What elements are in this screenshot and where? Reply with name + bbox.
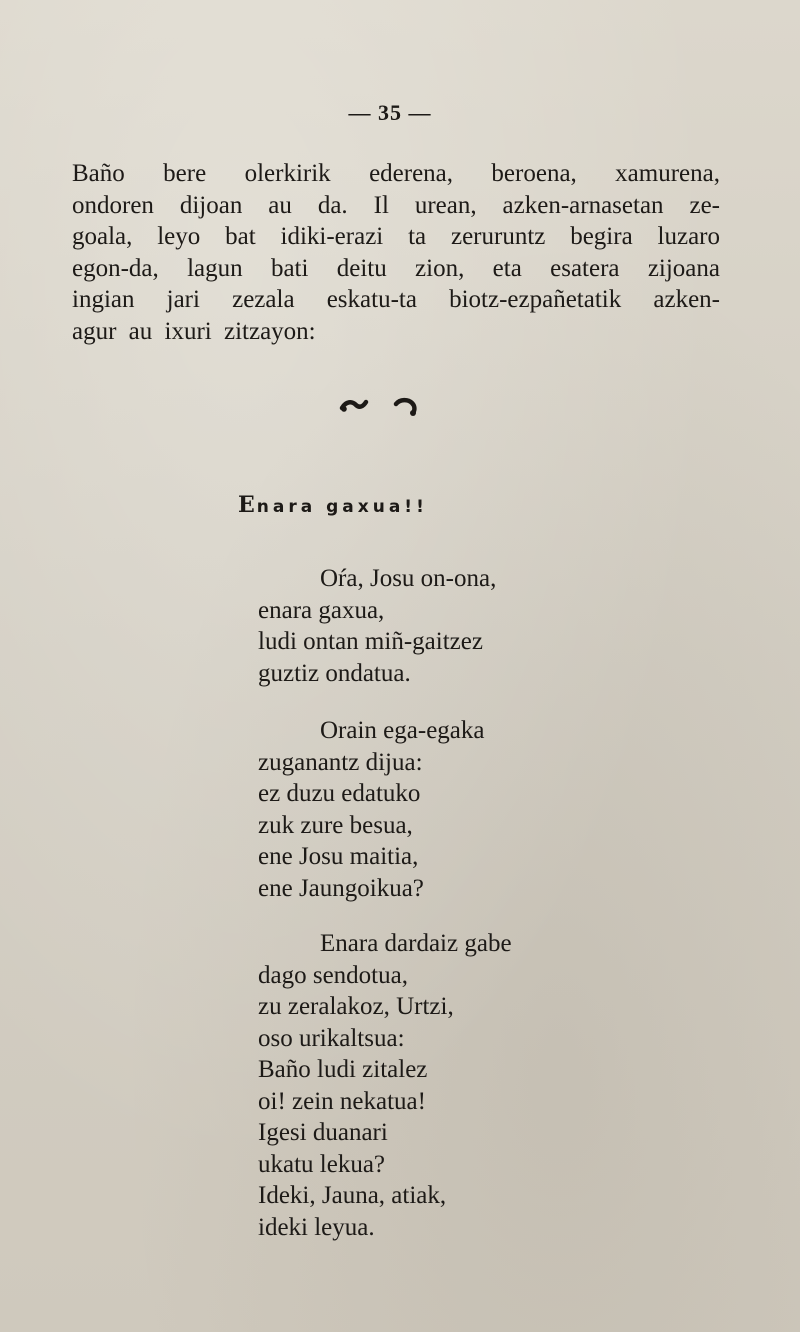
poem-stanza bbox=[258, 563, 496, 689]
poem-stanza bbox=[258, 928, 512, 1243]
poem-verse: Orain ega-egaka bbox=[320, 717, 485, 744]
poem-verse: dago sendotua, bbox=[258, 961, 408, 989]
poem-verse: Baño ludi zitalez bbox=[258, 1056, 428, 1083]
fleuron-ornament-icon bbox=[338, 392, 428, 422]
poem-verse: zu zeralakoz, Urtzi, bbox=[258, 993, 454, 1020]
intro-line: Baño bere olerkirik ederena, beroena, xamurena, bbox=[72, 160, 720, 187]
intro-line: ondoren dijoan au da. Il urean, azken-arnasetan ze- bbox=[72, 191, 720, 219]
poem-verse: Oŕa, Josu on-ona, bbox=[320, 565, 497, 592]
poem-verse: Igesi duanari bbox=[258, 1119, 388, 1146]
poem-verse: ene Josu maitia, bbox=[258, 843, 419, 870]
poem-verse: Enara dardaiz gabe bbox=[320, 930, 512, 957]
poem-verse: zuganantz dijua: bbox=[258, 748, 423, 776]
poem-verse: guztiz ondatua. bbox=[258, 659, 411, 687]
poem-verse: oi! zein nekatua! bbox=[258, 1087, 426, 1115]
poem-verse: Ideki, Jauna, atiak, bbox=[258, 1182, 447, 1209]
poem-title-initial: E bbox=[238, 492, 257, 518]
page-number: — 35 — bbox=[348, 100, 432, 125]
poem-verse: ukatu lekua? bbox=[258, 1150, 386, 1178]
poem-verse: ideki leyua. bbox=[258, 1213, 375, 1241]
poem-verse: enara gaxua, bbox=[258, 596, 385, 624]
intro-line: goala, leyo bat idiki-erazi ta zeruruntz begira luzaro bbox=[72, 223, 720, 250]
poem-verse: ez duzu edatuko bbox=[258, 780, 421, 807]
poem-verse: ludi ontan miñ-gaitzez bbox=[258, 628, 483, 655]
intro-paragraph bbox=[72, 158, 720, 347]
intro-line: ingian jari zezala eskatu-ta biotz-ezpañetatik azken- bbox=[72, 286, 720, 313]
poem-verse: ene Jaungoikua? bbox=[258, 874, 424, 902]
poem-title-text: nara gaxua!! bbox=[256, 497, 428, 517]
poem-title bbox=[238, 492, 428, 518]
poem-verse: oso urikaltsua: bbox=[258, 1024, 405, 1052]
intro-line: egon-da, lagun bati deitu zion, eta esatera zijoana bbox=[72, 254, 720, 282]
poem-verse: zuk zure besua, bbox=[258, 811, 413, 839]
intro-line: agur au ixuri zitzayon: bbox=[72, 317, 316, 345]
poem-stanza bbox=[258, 715, 484, 904]
